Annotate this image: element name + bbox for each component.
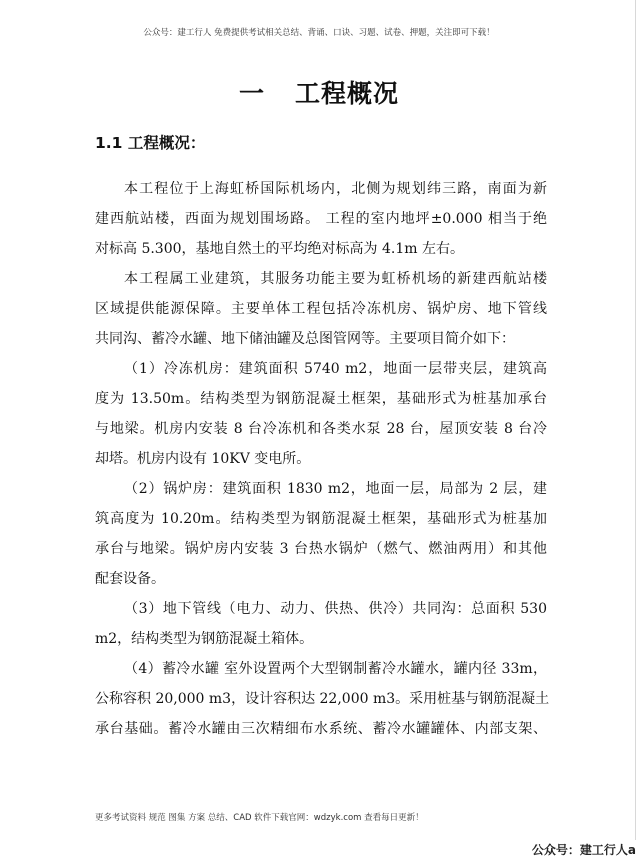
text-line: 承台基础。蓄冷水罐由三次精细布水系统、蓄冷水罐罐体、内部支架、 (95, 721, 547, 737)
watermark-text: 公众号：建工行人a (531, 843, 636, 857)
text-line: 本工程位于上海虹桥国际机场内，北侧为规划纬三路，南面为新 (124, 181, 547, 197)
header-note: 公众号：建工行人 免费提供考试相关总结、背诵、口诀、习题、试卷、押题，关注即可下载！ (143, 28, 495, 38)
chapter-title (0, 74, 638, 110)
text-line: 公称容积 20,000 m3，设计容积达 22,000 m3。采用桩基与钢筋混凝土 (95, 691, 550, 707)
text-line: 共同沟、蓄冷水罐、地下储油罐及总图管网等。主要项目简介如下： (95, 331, 515, 347)
text-line: 与地梁。机房内安装 8 台冷冻机和各类水泵 28 台，屋顶安装 8 台冷 (95, 421, 547, 437)
paragraph-utility-tunnel (95, 594, 547, 654)
text-line: 度为 13.50m。结构类型为钢筋混凝土框架，基础形式为桩基加承台 (95, 391, 547, 407)
paragraph-location (95, 174, 547, 264)
paragraph-chiller-room (95, 354, 547, 474)
chapter-title-text: 工程概况 (295, 79, 400, 108)
page-edge-rule (635, 0, 636, 840)
chapter-number: 一 (238, 79, 265, 108)
paragraph-storage-tank (95, 654, 550, 744)
text-line: （2）锅炉房：建筑面积 1830 m2，地面一层，局部为 2 层，建 (124, 481, 547, 497)
footer-note: 更多考试资料 规范 图集 方案 总结、CAD 软件下载官网：wdzyk.com 查看每日更新！ (95, 813, 424, 823)
section-heading: 1.1 工程概况： (95, 134, 206, 152)
text-line: 配套设备。 (95, 571, 165, 587)
text-line: （1）冷冻机房：建筑面积 5740 m2，地面一层带夹层，建筑高 (124, 361, 547, 377)
text-line: 建西航站楼，西面为规划围场路。 工程的室内地坪±0.000 相当于绝 (95, 211, 547, 227)
paragraph-function (95, 264, 547, 354)
body-text (95, 174, 550, 744)
text-line: （3）地下管线（电力、动力、供热、供冷）共同沟：总面积 530 (124, 601, 547, 617)
text-line: 本工程属工业建筑，其服务功能主要为虹桥机场的新建西航站楼 (124, 271, 547, 287)
paragraph-boiler-room (95, 474, 547, 594)
text-line: （4）蓄冷水罐 室外设置两个大型钢制蓄冷水罐水，罐内径 33m， (124, 661, 547, 677)
text-line: 却塔。机房内设有 10KV 变电所。 (95, 451, 311, 467)
text-line: m2，结构类型为钢筋混凝土箱体。 (95, 631, 314, 647)
text-line: 筑高度为 10.20m。结构类型为钢筋混凝土框架，基础形式为桩基加 (95, 511, 547, 527)
text-line: 对标高 5.300，基地自然土的平均绝对标高为 4.1m 左右。 (95, 241, 464, 257)
text-line: 区域提供能源保障。主要单体工程包括冷冻机房、锅炉房、地下管线 (95, 301, 547, 317)
text-line: 承台与地梁。锅炉房内安装 3 台热水锅炉（燃气、燃油两用）和其他 (95, 541, 547, 557)
